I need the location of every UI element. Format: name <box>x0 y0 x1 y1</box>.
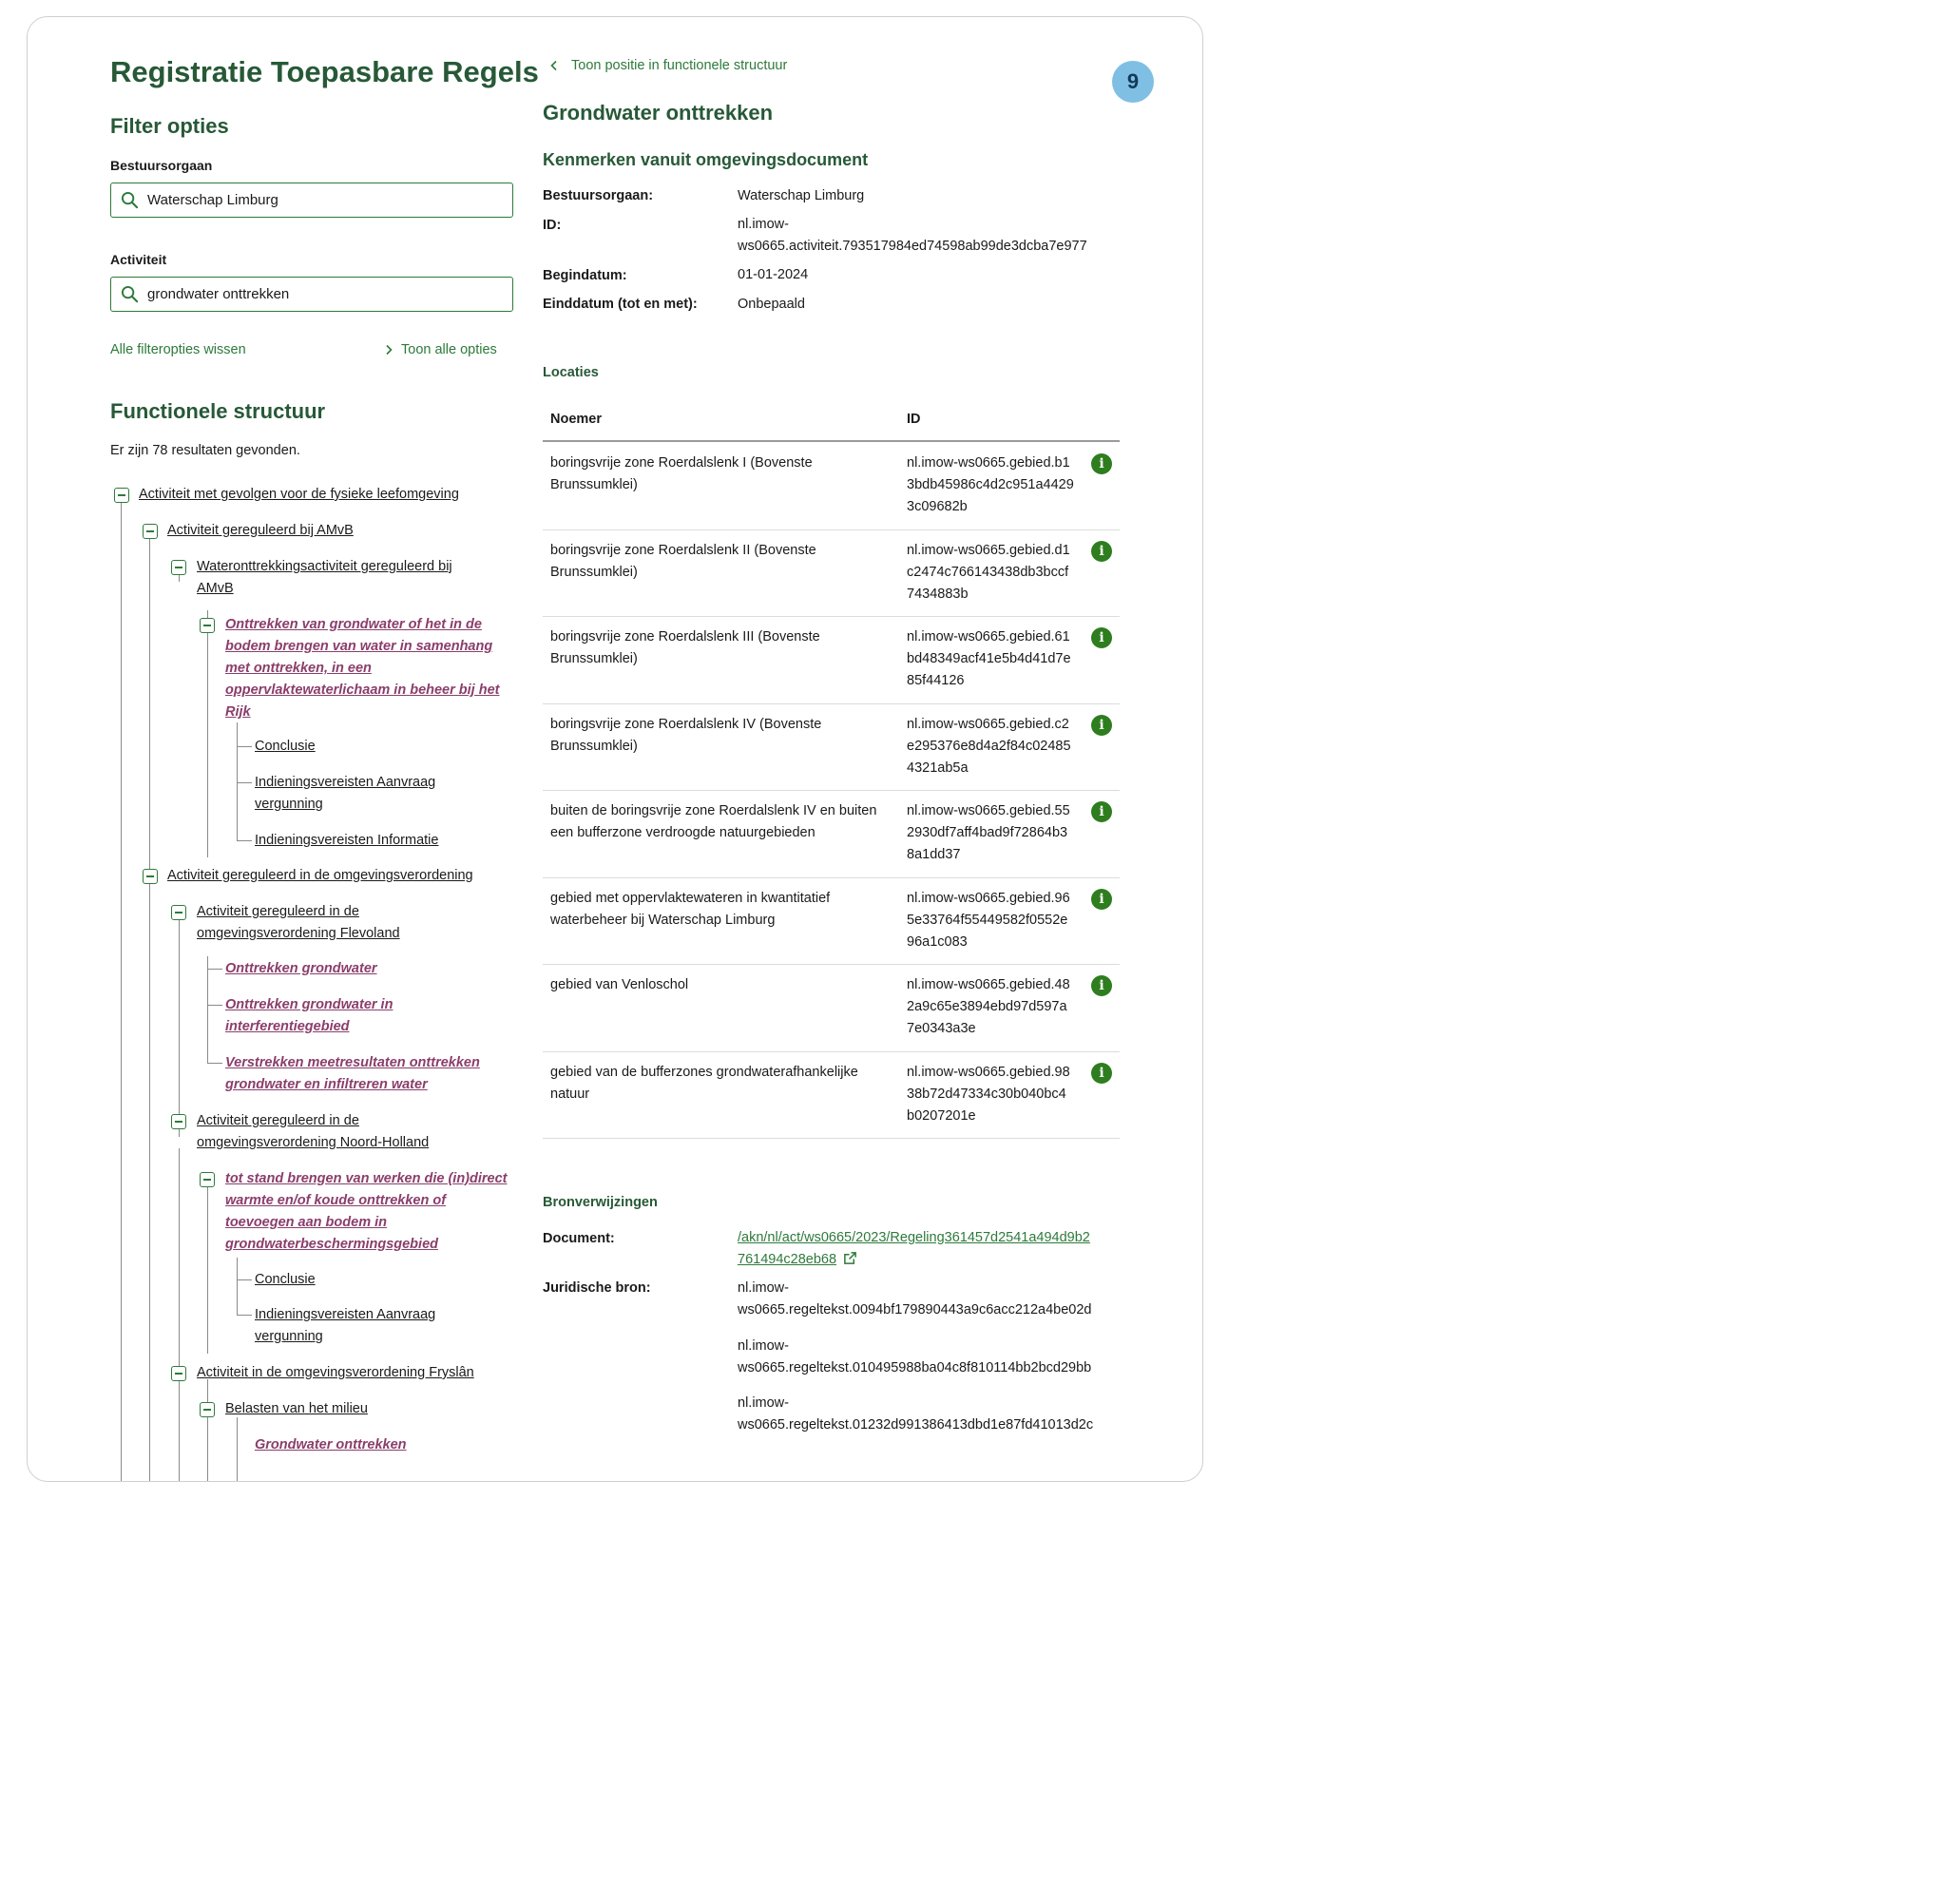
tree-line <box>237 1417 238 1482</box>
collapse-toggle[interactable] <box>200 1172 215 1187</box>
tree-item[interactable]: Conclusie <box>255 739 316 754</box>
locatie-noemer: boringsvrije zone Roerdalslenk III (Bovenste Brunssumklei) <box>550 629 820 666</box>
tree-item-highlighted[interactable]: Onttrekken grondwater <box>225 961 377 976</box>
bestuursorgaan-search-field[interactable] <box>110 183 513 218</box>
step-badge: 9 <box>1112 61 1154 103</box>
search-icon <box>121 285 139 303</box>
locatie-noemer: boringsvrije zone Roerdalslenk IV (Bovenste Brunssumklei) <box>550 716 822 754</box>
bestuursorgaan-label: Bestuursorgaan <box>110 158 213 173</box>
collapse-toggle[interactable] <box>143 524 158 539</box>
tree-item-highlighted[interactable]: Onttrekken grondwater in interferentiegebied <box>225 997 393 1034</box>
show-all-options-link[interactable] <box>383 342 497 357</box>
results-count: Er zijn 78 resultaten gevonden. <box>110 443 300 458</box>
tree-line <box>207 610 208 857</box>
tree-item[interactable]: Indieningsvereisten Informatie <box>255 833 439 848</box>
table-row-divider <box>543 1051 1120 1052</box>
locatie-id: nl.imow-ws0665.gebied.98 38b72d47334c30b040bc4 b0207201e <box>907 1064 1070 1124</box>
locatie-id: nl.imow-ws0665.gebied.55 2930df7aff4bad9f72864b3 8a1dd37 <box>907 803 1070 862</box>
info-icon[interactable]: i <box>1091 889 1112 910</box>
collapse-toggle[interactable] <box>171 905 186 920</box>
tree-line <box>237 840 252 841</box>
collapse-toggle[interactable] <box>114 488 129 503</box>
collapse-toggle[interactable] <box>200 618 215 633</box>
id-key: ID: <box>543 218 562 233</box>
tree-line <box>179 574 180 582</box>
clear-filters-link[interactable]: Alle filteropties wissen <box>110 342 246 357</box>
filter-heading: Filter opties <box>110 114 229 138</box>
id-value: nl.imow- ws0665.activiteit.793517984ed74598ab99de3dcba7e977 <box>738 217 1087 254</box>
tree-line <box>237 722 238 840</box>
einddatum-key: Einddatum (tot en met): <box>543 297 698 312</box>
table-header-divider <box>543 440 1120 442</box>
column-header-noemer: Noemer <box>550 412 602 427</box>
tree-line <box>237 1279 252 1280</box>
collapse-toggle[interactable] <box>143 869 158 884</box>
info-icon[interactable]: i <box>1091 541 1112 562</box>
locatie-noemer: buiten de boringsvrije zone Roerdalslenk IV en buiten een bufferzone verdroogde natuurgebieden <box>550 803 877 840</box>
tree-item[interactable]: Activiteit gereguleerd in de omgevingsverordening Noord-Holland <box>197 1113 430 1150</box>
tree-item-highlighted[interactable]: tot stand brengen van werken die (in)direct warmte en/of koude onttrekken of toevoegen aan bodem in grondwaterbeschermingsgebied <box>225 1171 508 1252</box>
locaties-heading: Locaties <box>543 365 599 380</box>
bestuursorgaan-input[interactable] <box>147 192 512 208</box>
locatie-noemer: boringsvrije zone Roerdalslenk II (Bovenste Brunssumklei) <box>550 542 816 580</box>
begindatum-key: Begindatum: <box>543 268 627 283</box>
tree-item[interactable]: Activiteit gereguleerd in de omgevingsverordening <box>167 868 473 883</box>
tree-line <box>121 502 122 1481</box>
table-row-divider <box>543 1138 1120 1139</box>
tree-item[interactable]: Conclusie <box>255 1272 316 1287</box>
table-row-divider <box>543 616 1120 617</box>
activiteit-label: Activiteit <box>110 252 167 267</box>
collapse-toggle[interactable] <box>171 560 186 575</box>
tree-line <box>237 746 252 747</box>
column-header-id: ID <box>907 412 921 427</box>
locatie-id: nl.imow-ws0665.gebied.c2 e295376e8d4a2f84c02485 4321ab5a <box>907 716 1071 776</box>
tree-item-highlighted[interactable]: Verstrekken meetresultaten onttrekken grondwater en infiltreren water <box>225 1055 480 1092</box>
info-icon[interactable]: i <box>1091 1063 1112 1084</box>
external-link-icon <box>843 1251 857 1265</box>
einddatum-value: Onbepaald <box>738 297 805 312</box>
tree-line <box>207 969 222 970</box>
locatie-id: nl.imow-ws0665.gebied.d1 c2474c766143438db3bccf 7434883b <box>907 542 1070 602</box>
tree-line <box>179 1148 180 1481</box>
tree-item[interactable]: Indieningsvereisten Aanvraag vergunning <box>255 1307 436 1344</box>
locatie-noemer: gebied met oppervlaktewateren in kwantitatief waterbeheer bij Waterschap Limburg <box>550 890 831 928</box>
tree-line <box>237 1258 238 1315</box>
back-link-label: Toon positie in functionele structuur <box>571 58 788 73</box>
tree-line <box>149 538 150 873</box>
page-title: Registratie Toepasbare Regels <box>110 55 539 88</box>
tree-line <box>237 1315 252 1316</box>
begindatum-value: 01-01-2024 <box>738 267 809 282</box>
show-all-options-label: Toon alle opties <box>401 342 497 357</box>
tree-line <box>207 1063 222 1064</box>
chevron-right-icon <box>383 344 394 356</box>
bronverwijzingen-heading: Bronverwijzingen <box>543 1195 658 1210</box>
document-key: Document: <box>543 1231 615 1246</box>
tree-item-highlighted[interactable]: Grondwater onttrekken <box>255 1437 407 1452</box>
locatie-noemer: boringsvrije zone Roerdalslenk I (Bovenste Brunssumklei) <box>550 455 813 492</box>
tree-line <box>207 956 208 1063</box>
activiteit-search-field[interactable] <box>110 277 513 312</box>
info-icon[interactable]: i <box>1091 975 1112 996</box>
table-row-divider <box>543 877 1120 878</box>
bestuursorgaan-key: Bestuursorgaan: <box>543 188 654 203</box>
tree-item[interactable]: Indieningsvereisten Aanvraag vergunning <box>255 775 436 812</box>
locatie-noemer: gebied van de bufferzones grondwaterafhankelijke natuur <box>550 1064 858 1102</box>
search-icon <box>121 191 139 209</box>
juridische-bron-value: nl.imow- ws0665.regeltekst.01232d991386413dbd1e87fd41013d2c <box>738 1395 1094 1433</box>
juridische-bron-value: nl.imow- ws0665.regeltekst.010495988ba04c8f810114bb2bcd29bb <box>738 1338 1092 1375</box>
page-card <box>27 16 1203 1482</box>
juridische-bron-value: nl.imow- ws0665.regeltekst.0094bf179890443a9c6acc212a4be02d <box>738 1280 1092 1317</box>
table-row-divider <box>543 964 1120 965</box>
kenmerken-heading: Kenmerken vanuit omgevingsdocument <box>543 150 869 169</box>
tree-item[interactable]: Activiteit met gevolgen voor de fysieke leefomgeving <box>139 487 459 502</box>
info-icon[interactable]: i <box>1091 453 1112 474</box>
info-icon[interactable]: i <box>1091 801 1112 822</box>
structure-heading: Functionele structuur <box>110 399 326 423</box>
table-row-divider <box>543 790 1120 791</box>
tree-item[interactable]: Wateronttrekkingsactiviteit gereguleerd bij AMvB <box>197 559 452 596</box>
detail-title: Grondwater onttrekken <box>543 101 774 125</box>
tree-line <box>237 782 252 783</box>
tree-item[interactable]: Activiteit gereguleerd in de omgevingsverordening Flevoland <box>197 904 400 941</box>
tree-line <box>207 1379 208 1482</box>
locatie-id: nl.imow-ws0665.gebied.61 bd48349acf41e5b4d41d7e 85f44126 <box>907 629 1071 688</box>
tree-item[interactable]: Activiteit gereguleerd bij AMvB <box>167 523 354 538</box>
bestuursorgaan-value: Waterschap Limburg <box>738 188 865 203</box>
tree-line <box>179 918 180 1137</box>
tree-line <box>207 1186 208 1354</box>
tree-line <box>207 1005 222 1006</box>
table-row-divider <box>543 703 1120 704</box>
collapse-toggle[interactable] <box>171 1366 186 1381</box>
locatie-id: nl.imow-ws0665.gebied.b1 3bdb45986c4d2c951a4429 3c09682b <box>907 455 1074 514</box>
locatie-id: nl.imow-ws0665.gebied.96 5e33764f55449582f0552e 96a1c083 <box>907 890 1070 950</box>
locatie-id: nl.imow-ws0665.gebied.48 2a9c65e3894ebd97d597a 7e0343a3e <box>907 977 1070 1036</box>
locatie-noemer: gebied van Venloschol <box>550 977 689 992</box>
tree-item[interactable]: Activiteit in de omgevingsverordening Fryslân <box>197 1365 474 1380</box>
chevron-left-icon <box>548 60 560 71</box>
info-icon[interactable]: i <box>1091 715 1112 736</box>
info-icon[interactable]: i <box>1091 627 1112 648</box>
tree-item[interactable]: Belasten van het milieu <box>225 1401 368 1416</box>
table-row-divider <box>543 529 1120 530</box>
activiteit-input[interactable] <box>147 286 512 302</box>
collapse-toggle[interactable] <box>200 1402 215 1417</box>
collapse-toggle[interactable] <box>171 1114 186 1129</box>
tree-item-highlighted[interactable]: Onttrekken van grondwater of het in de bodem brengen van water in samenhang met onttrekken, in een oppervlaktewaterlichaam in beheer bij het Rijk <box>225 617 500 720</box>
back-to-structure-link[interactable] <box>548 58 787 73</box>
document-link[interactable]: /akn/nl/act/ws0665/2023/Regeling361457d2541a494d9b2 761494c28eb68 <box>738 1230 1090 1267</box>
tree-line <box>149 882 150 1481</box>
juridische-bron-key: Juridische bron: <box>543 1280 651 1296</box>
